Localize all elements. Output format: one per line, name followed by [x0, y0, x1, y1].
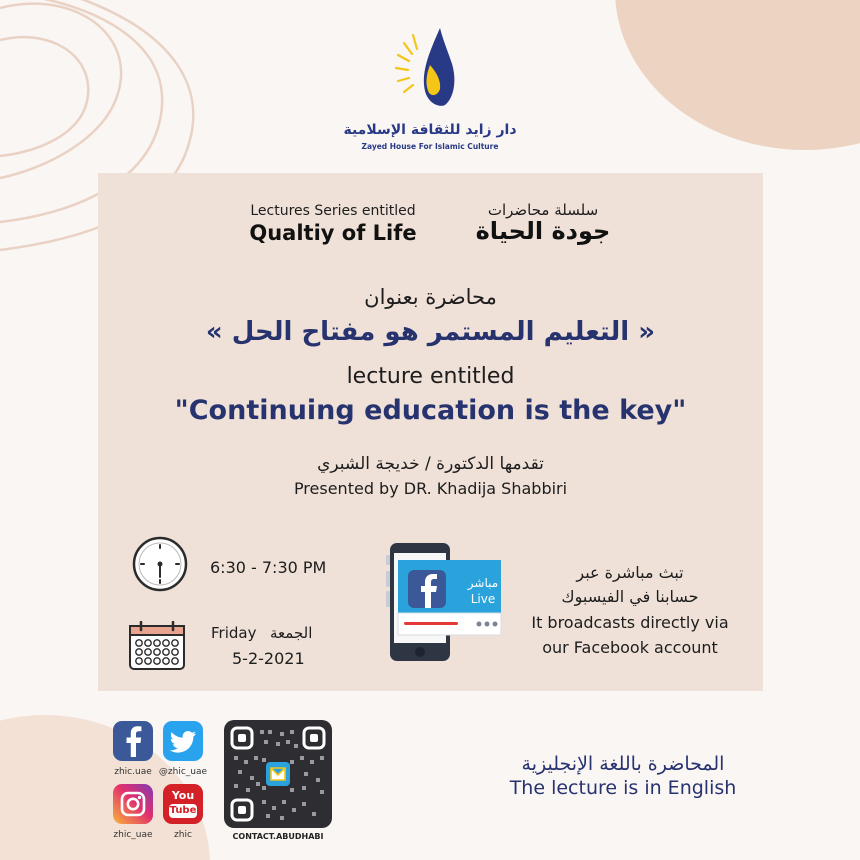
- youtube-tube-text: Tube: [169, 805, 197, 816]
- facebook-icon[interactable]: [113, 721, 153, 761]
- broadcast-en-line1: It broadcasts directly via: [531, 613, 729, 632]
- facebook-handle: zhic.uae: [114, 767, 152, 777]
- lecture-label-en: lecture entitled: [346, 364, 515, 389]
- event-date: 5-2-2021: [232, 649, 305, 668]
- clock-icon: [132, 536, 188, 592]
- lecture-label-ar: محاضرة بعنوان: [364, 285, 497, 309]
- calendar-icon: [128, 621, 186, 671]
- instagram-handle: zhic_uae: [113, 830, 153, 840]
- day-ar: الجمعة: [270, 624, 313, 642]
- time-range: 6:30 - 7:30 PM: [210, 558, 327, 577]
- youtube-you-text: You: [171, 789, 195, 802]
- phone-live-label-en: Live: [470, 592, 496, 606]
- series-label-en: Lectures Series entitled: [250, 203, 416, 219]
- broadcast-ar-line2: حسابنا في الفيسبوك: [561, 587, 699, 606]
- broadcast-en-line2: our Facebook account: [542, 638, 718, 657]
- language-note-en: The lecture is in English: [509, 777, 737, 799]
- series-title-ar: جودة الحياة: [475, 217, 611, 245]
- language-note-ar: المحاضرة باللغة الإنجليزية: [521, 753, 725, 775]
- presenter-en: Presented by DR. Khadija Shabbiri: [293, 479, 568, 498]
- qr-code[interactable]: [224, 720, 332, 828]
- zayed-house-logo: [395, 25, 465, 120]
- qr-label: CONTACT.ABUDHABI: [232, 832, 324, 841]
- youtube-icon[interactable]: [163, 784, 203, 824]
- phone-live-label-ar: مباشر: [467, 576, 499, 590]
- lecture-title-ar: « التعليم المستمر هو مفتاح الحل »: [205, 317, 656, 347]
- series-label-ar: سلسلة محاضرات: [487, 201, 599, 219]
- lecture-title-en: "Continuing education is the key": [174, 395, 687, 426]
- content-panel: [98, 173, 763, 691]
- day-en: Friday: [211, 624, 257, 642]
- presenter-ar: تقدمها الدكتورة / خديجة الشبري: [317, 454, 544, 474]
- series-title-en: Qualtiy of Life: [249, 221, 417, 245]
- twitter-handle: @zhic_uae: [158, 767, 208, 777]
- org-name-arabic: دار زايد للثقافة الإسلامية: [343, 122, 517, 138]
- broadcast-ar-line1: تبث مباشرة عبر: [576, 563, 684, 582]
- twitter-icon[interactable]: [163, 721, 203, 761]
- org-name-english: Zayed House For Islamic Culture: [361, 142, 499, 151]
- youtube-handle: zhic: [174, 830, 192, 840]
- instagram-icon[interactable]: [113, 784, 153, 824]
